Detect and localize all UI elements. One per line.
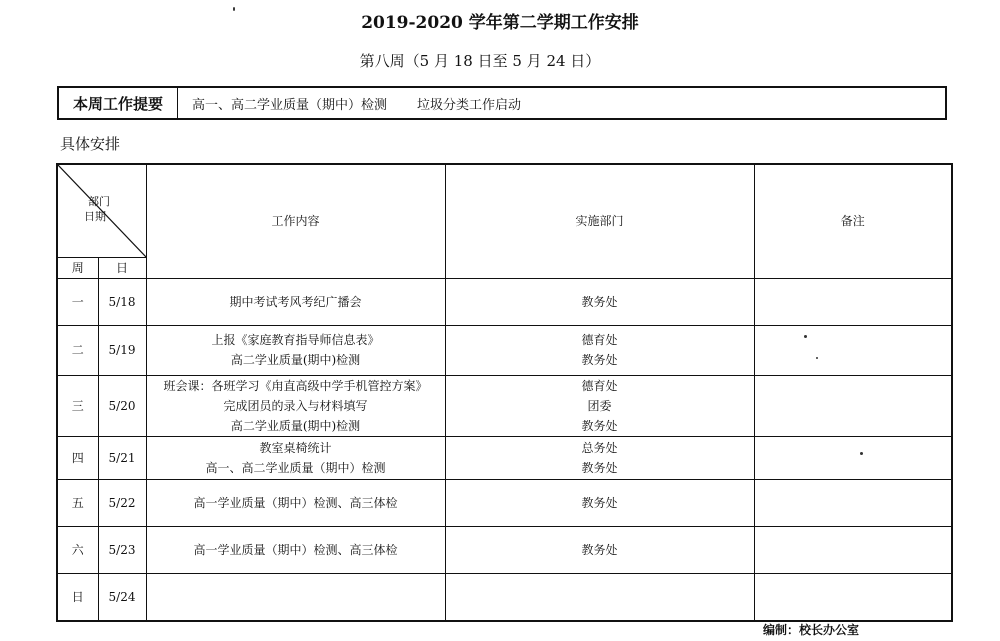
content-cell <box>146 375 445 436</box>
content-line: 班会课：各班学习《甪直高级中学手机管控方案》 <box>163 378 428 393</box>
weekly-summary-box <box>57 86 947 120</box>
remarks-cell <box>754 573 952 621</box>
section-title: 具体安排 <box>60 135 121 153</box>
remarks-cell <box>754 526 952 573</box>
scan-speck <box>816 357 818 359</box>
dept-line: 团委 <box>587 398 612 413</box>
document-title: 2019-2020 学年第二学期工作安排 <box>361 13 639 33</box>
week-cell: 六 <box>57 526 98 573</box>
dept-line: 总务处 <box>581 440 618 455</box>
remarks-cell <box>754 278 952 325</box>
content-line: 高一、高二学业质量（期中）检测 <box>205 460 386 475</box>
schedule-row <box>57 278 952 325</box>
dept-cell <box>445 479 754 526</box>
week-cell: 一 <box>57 278 98 325</box>
remarks-cell <box>754 479 952 526</box>
summary-label: 本周工作提要 <box>59 88 178 118</box>
week-cell: 五 <box>57 479 98 526</box>
day-cell: 5/18 <box>98 278 146 325</box>
dept-cell <box>445 325 754 375</box>
day-cell: 5/19 <box>98 325 146 375</box>
content-cell <box>146 278 445 325</box>
scan-speck <box>804 335 807 338</box>
day-cell: 5/24 <box>98 573 146 621</box>
footer-compiler: 编制：校长办公室 <box>763 623 860 637</box>
schedule-row <box>57 436 952 479</box>
summary-item: 高一、高二学业质量（期中）检测 <box>192 97 388 113</box>
dept-line: 德育处 <box>581 378 618 393</box>
content-cell <box>146 479 445 526</box>
header-remarks: 备注 <box>754 164 952 278</box>
header-week: 周 <box>57 257 98 278</box>
header-dept-label: 部门 <box>88 195 110 208</box>
header-content: 工作内容 <box>146 164 445 278</box>
header-date-label: 日期 <box>84 210 106 223</box>
dept-cell <box>445 278 754 325</box>
remarks-cell <box>754 325 952 375</box>
schedule-row <box>57 526 952 573</box>
schedule-row <box>57 573 952 621</box>
schedule-row <box>57 325 952 375</box>
content-cell <box>146 325 445 375</box>
dept-line: 教务处 <box>581 353 618 367</box>
content-line: 高一学业质量（期中）检测、高三体检 <box>193 495 398 510</box>
content-cell <box>146 573 445 621</box>
summary-item: 垃圾分类工作启动 <box>417 97 522 113</box>
schedule-row <box>57 375 952 436</box>
content-line: 高二学业质量(期中)检测 <box>230 353 361 367</box>
dept-line: 德育处 <box>581 333 618 347</box>
content-line: 完成团员的录入与材料填写 <box>223 398 368 413</box>
scan-speck <box>860 452 863 455</box>
dept-line: 教务处 <box>581 495 618 510</box>
week-cell: 三 <box>57 375 98 436</box>
content-line: 上报《家庭教育指导师信息表》 <box>211 333 380 347</box>
day-cell: 5/20 <box>98 375 146 436</box>
header-row <box>57 164 952 257</box>
header-implement: 实施部门 <box>445 164 754 278</box>
content-line: 期中考试考风考纪广播会 <box>229 294 362 309</box>
schedule-row <box>57 479 952 526</box>
dept-cell <box>445 526 754 573</box>
day-cell: 5/22 <box>98 479 146 526</box>
scan-speck <box>233 7 235 11</box>
content-line: 教室桌椅统计 <box>259 440 332 455</box>
dept-cell <box>445 375 754 436</box>
summary-content <box>178 88 945 118</box>
day-cell: 5/23 <box>98 526 146 573</box>
day-cell: 5/21 <box>98 436 146 479</box>
dept-line: 教务处 <box>581 294 618 309</box>
week-cell: 二 <box>57 325 98 375</box>
week-cell: 日 <box>57 573 98 621</box>
schedule-table <box>56 163 953 622</box>
dept-line: 教务处 <box>581 460 618 475</box>
remarks-cell <box>754 375 952 436</box>
week-cell: 四 <box>57 436 98 479</box>
content-cell <box>146 526 445 573</box>
content-line: 高二学业质量(期中)检测 <box>230 418 361 433</box>
remarks-cell <box>754 436 952 479</box>
header-day: 日 <box>98 257 146 278</box>
week-subtitle: 第八周（5 月 18 日至 5 月 24 日） <box>359 52 601 70</box>
dept-line: 教务处 <box>581 418 618 433</box>
dept-cell <box>445 573 754 621</box>
content-line: 高一学业质量（期中）检测、高三体检 <box>193 542 398 557</box>
dept-cell <box>445 436 754 479</box>
diagonal-header-cell <box>57 164 146 257</box>
content-cell <box>146 436 445 479</box>
dept-line: 教务处 <box>581 542 618 557</box>
